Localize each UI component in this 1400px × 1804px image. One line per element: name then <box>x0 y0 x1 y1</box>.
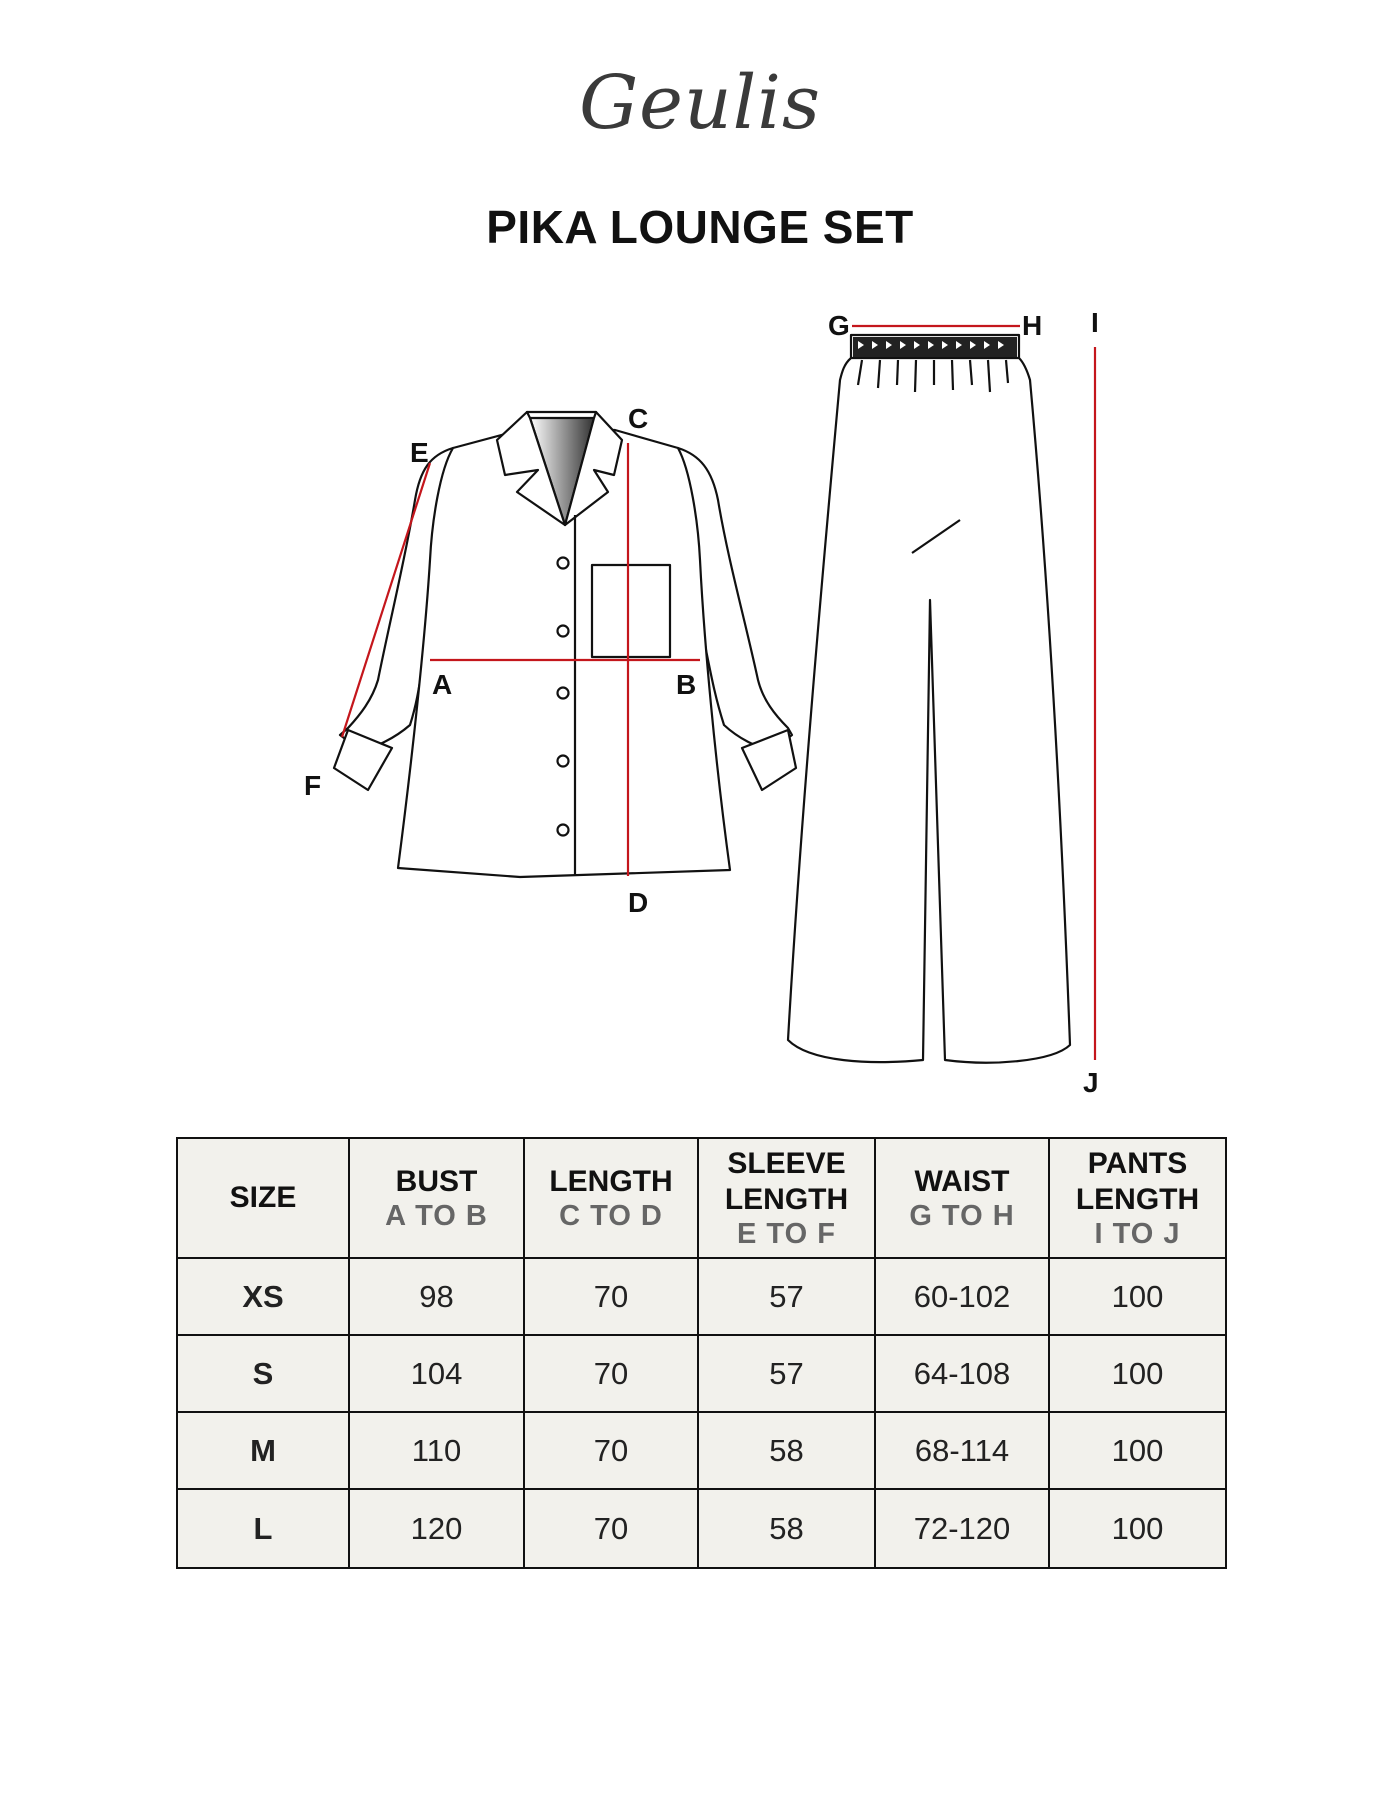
table-row <box>177 1335 1226 1412</box>
button <box>558 558 569 569</box>
bust-cell: 104 <box>349 1335 524 1412</box>
bust-cell: 98 <box>349 1258 524 1335</box>
shirt-pocket <box>592 565 670 657</box>
label-f: F <box>304 770 322 801</box>
button <box>558 688 569 699</box>
bust-cell: 110 <box>349 1412 524 1489</box>
label-j: J <box>1083 1067 1099 1098</box>
pants-outline <box>788 358 1070 1063</box>
column-header-pants-length: PANTS LENGTH I TO J <box>1049 1138 1226 1258</box>
length-cell: 70 <box>524 1412 698 1489</box>
button <box>558 825 569 836</box>
button <box>558 626 569 637</box>
waist-cell: 60-102 <box>875 1258 1049 1335</box>
sleeve-length-cell: 58 <box>698 1489 875 1568</box>
label-c: C <box>628 403 649 434</box>
pants-length-cell: 100 <box>1049 1412 1226 1489</box>
length-cell: 70 <box>524 1335 698 1412</box>
pants-length-cell: 100 <box>1049 1258 1226 1335</box>
label-a: A <box>432 669 453 700</box>
length-cell: 70 <box>524 1489 698 1568</box>
waistband-texture <box>853 337 1017 357</box>
waist-cell: 72-120 <box>875 1489 1049 1568</box>
sleeve-length-cell: 58 <box>698 1412 875 1489</box>
size-cell: S <box>177 1335 349 1412</box>
label-g: G <box>828 310 850 341</box>
length-cell: 70 <box>524 1258 698 1335</box>
shirt-drawing <box>334 412 796 877</box>
pants-length-cell: 100 <box>1049 1335 1226 1412</box>
column-header-size: SIZE <box>177 1138 349 1258</box>
sleeve-length-cell: 57 <box>698 1258 875 1335</box>
column-header-bust: BUST A TO B <box>349 1138 524 1258</box>
sleeve-length-cell: 57 <box>698 1335 875 1412</box>
waist-cell: 68-114 <box>875 1412 1049 1489</box>
size-chart-table <box>176 1137 1227 1569</box>
label-d: D <box>628 887 649 918</box>
pants-length-cell: 100 <box>1049 1489 1226 1568</box>
column-header-length: LENGTH C TO D <box>524 1138 698 1258</box>
table-row <box>177 1489 1226 1568</box>
pants-drawing <box>788 335 1070 1063</box>
label-e: E <box>410 437 429 468</box>
column-header-sleeve-length: SLEEVE LENGTH E TO F <box>698 1138 875 1258</box>
size-cell: XS <box>177 1258 349 1335</box>
waist-cell: 64-108 <box>875 1335 1049 1412</box>
size-cell: L <box>177 1489 349 1568</box>
label-h: H <box>1022 310 1043 341</box>
button <box>558 756 569 767</box>
column-header-waist: WAIST G TO H <box>875 1138 1049 1258</box>
table-header-row <box>177 1138 1226 1258</box>
page-title: PIKA LOUNGE SET <box>486 201 914 253</box>
table-row <box>177 1412 1226 1489</box>
size-cell: M <box>177 1412 349 1489</box>
label-i: I <box>1091 307 1099 338</box>
brand-logo: Geulis <box>579 60 821 146</box>
table-row <box>177 1258 1226 1335</box>
bust-cell: 120 <box>349 1489 524 1568</box>
label-b: B <box>676 669 697 700</box>
